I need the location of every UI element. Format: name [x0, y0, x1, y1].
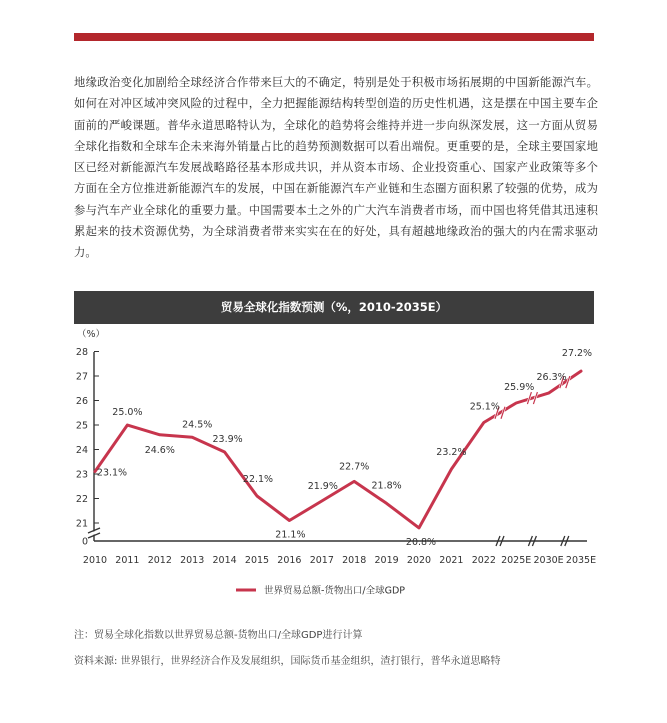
y-tick-label: 0 [81, 536, 88, 548]
top-accent-bar [74, 33, 594, 41]
legend-label: 世界贸易总额-货物出口/全球GDP [264, 585, 406, 597]
x-tick-label: 2012 [147, 555, 172, 566]
y-tick-label: 25 [75, 420, 88, 432]
x-tick-label: 2015 [244, 555, 270, 566]
y-tick-label: 21 [75, 518, 88, 530]
chart-legend [236, 585, 405, 597]
y-tick-label: 24 [75, 445, 88, 456]
data-label: 21.1% [275, 529, 306, 541]
x-tick-label: 2030E [533, 555, 564, 566]
chart-title: 贸易全球化指数预测（%，2010-2035E） [74, 291, 594, 324]
chart-data-labels [97, 348, 592, 548]
y-axis-unit: （%） [77, 329, 106, 340]
data-label: 23.2% [436, 447, 467, 459]
x-tick-label: 2017 [309, 555, 334, 566]
x-tick-label: 2010 [82, 555, 108, 566]
y-tick-label: 23 [75, 469, 88, 481]
x-tick-label: 2018 [342, 555, 367, 566]
x-tick-label: 2025E [501, 555, 532, 566]
data-label: 20.8% [405, 536, 437, 548]
data-label: 22.7% [339, 461, 370, 473]
data-label: 24.6% [144, 444, 175, 456]
data-label: 24.5% [182, 419, 213, 431]
body-paragraph: 地缘政治变化加剧给全球经济合作带来巨大的不确定，特别是处于积极市场拓展期的中国新能源汽车。如何在对冲区域冲突风险的过程中，全力把握能源结构转型创造的历史性机遇，这是摆在中国主要车企面前的严峻课题。普华永道思略特认为，全球化的趋势将会维持并进一步向纵深发展，这一方面从贸易全球化指数和全球车企未来海外销量占比的趋势预测数据可以看出端倪。更重要的是，全球主要国家地区已经对新能源汽车发展战略路径基本形成共识，并从资本市场、企业投资重心、国家产业政策等多个方面在全方位推进新能源汽车的发展，中国在新能源汽车产业链和生态圈方面积累了较强的优势，成为参与汽车产业全球化的重要力量。中国需要本土之外的广大汽车消费者市场，而中国也将凭借其迅速积累起来的技术资源优势，为全球消费者带来实实在在的好处，具有超越地缘政治的强大的内在需求驱动力。 [74, 76, 598, 260]
data-label: 27.2% [561, 348, 593, 360]
x-tick-label: 2020 [406, 555, 432, 566]
data-label: 23.9% [212, 433, 243, 445]
data-label: 21.8% [371, 480, 402, 492]
data-label: 25.1% [469, 401, 500, 413]
y-tick-label: 28 [75, 347, 88, 358]
x-tick-label: 2013 [180, 555, 205, 566]
x-tick-label: 2021 [439, 555, 464, 566]
data-label: 26.3% [536, 372, 567, 384]
line-chart [0, 325, 667, 615]
data-label: 25.9% [504, 381, 535, 393]
x-tick-label: 2022 [471, 555, 496, 566]
x-tick-label: 2011 [115, 555, 140, 566]
x-tick-label: 2014 [212, 555, 237, 566]
source-note: 资料来源: 世界银行，世界经济合作及发展组织，国际货币基金组织，渣打银行，普华永道思略特 [74, 656, 501, 667]
x-tick-label: 2035E [565, 555, 597, 566]
data-label: 21.9% [307, 480, 338, 492]
data-label: 22.1% [242, 474, 274, 486]
axis-break-gap [91, 532, 97, 534]
x-tick-label: 2019 [374, 555, 399, 566]
x-tick-label: 2016 [277, 555, 302, 566]
y-tick-label: 27 [75, 371, 88, 383]
y-tick-label: 22 [75, 494, 88, 505]
data-label: 25.0% [112, 407, 143, 418]
data-label: 23.1% [96, 467, 128, 479]
y-tick-label: 26 [75, 396, 88, 407]
footnote: 注：贸易全球化指数以世界贸易总额-货物出口/全球GDP进行计算 [74, 630, 363, 641]
